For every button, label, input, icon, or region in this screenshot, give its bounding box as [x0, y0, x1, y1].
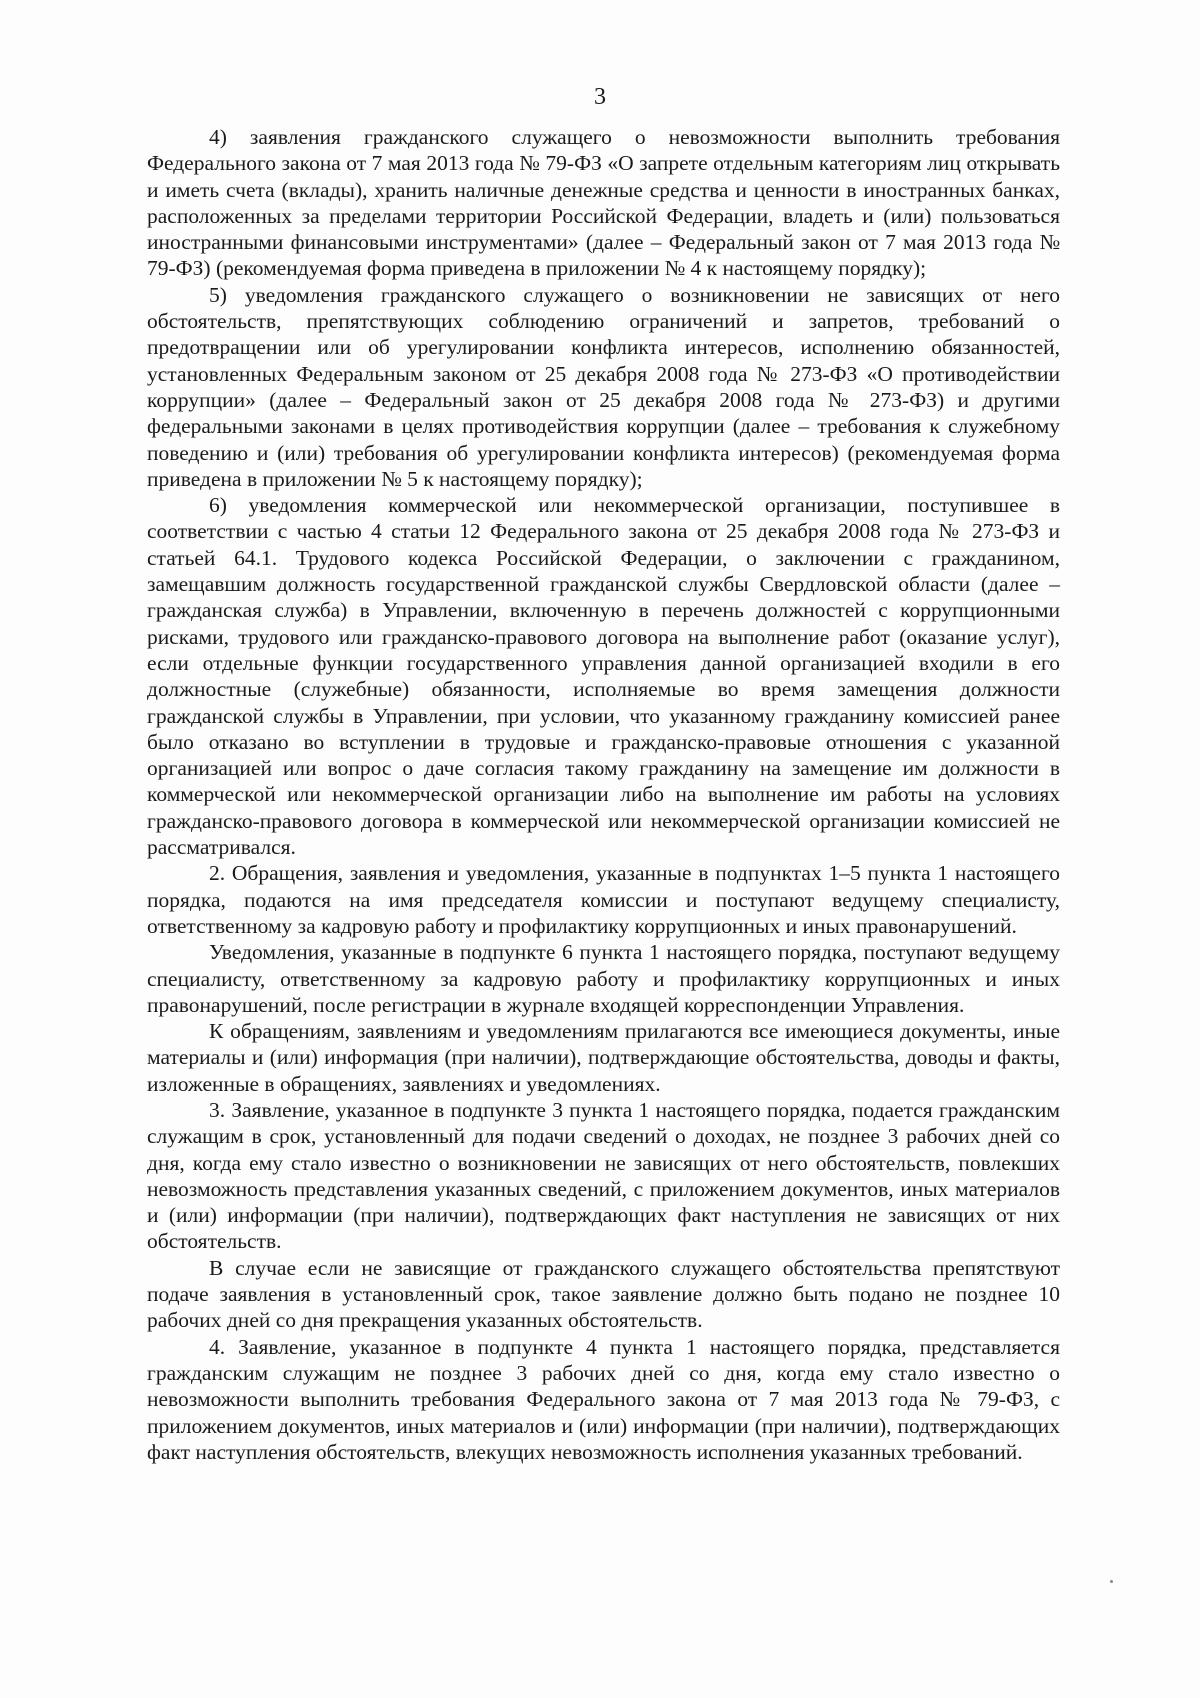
page-number: 3 — [594, 84, 606, 110]
paragraph-item-5: 5) уведомления гражданского служащего о возникновении не зависящих от него обстоятельств, препятствующих соблюдению ограничений и запретов, требований о предотвращении или об урегулировании конфликта интересов, исполнению обязанностей, установленных Федеральным законом от 25 декабря 2008 года № 273-ФЗ «О противодействии коррупции» (далее – Федеральный закон от 25 декабря 2008 года № 273-ФЗ) и другими федеральными законами в целях противодействия коррупции (далее – требования к служебному поведению и (или) требования об урегулировании конфликта интересов) (рекомендуемая форма приведена в приложении № 5 к настоящему порядку); — [147, 282, 1060, 491]
paragraph-section-2: 2. Обращения, заявления и уведомления, указанные в подпунктах 1–5 пункта 1 настоящего порядка, подаются на имя председателя комиссии и поступают ведущему специалисту, ответственному за кадровую работу и профилактику коррупционных и иных правонарушений. — [147, 861, 1060, 938]
document-body — [147, 124, 1060, 1465]
paragraph-section-2-attachments: К обращениям, заявлениям и уведомлениям прилагаются все имеющиеся документы, иные материалы и (или) информация (при наличии), подтверждающие обстоятельства, доводы и факты, изложенные в обращениях, заявлениях и уведомлениях. — [147, 1019, 1060, 1096]
paragraph-item-4: 4) заявления гражданского служащего о невозможности выполнить требования Федерального закона от 7 мая 2013 года № 79-ФЗ «О запрете отдельным категориям лиц открывать и иметь счета (вклады), хранить наличные денежные средства и ценности в иностранных банках, расположенных за пределами территории Российской Федерации, владеть и (или) пользоваться иностранными финансовыми инструментами» (далее – Федеральный закон от 7 мая 2013 года № 79-ФЗ) (рекомендуемая форма приведена в приложении № 4 к настоящему порядку); — [147, 125, 1060, 281]
paragraph-section-4: 4. Заявление, указанное в подпункте 4 пункта 1 настоящего порядка, представляется гражданским служащим не позднее 3 рабочих дней со дня, когда ему стало известно о невозможности выполнить требования Федерального закона от 7 мая 2013 года № 79-ФЗ, с приложением документов, иных материалов и (или) информации (при наличии), подтверждающих факт наступления обстоятельств, влекущих невозможность исполнения указанных требований. — [147, 1334, 1060, 1464]
paragraph-item-6: 6) уведомления коммерческой или некоммерческой организации, поступившее в соответствии с частью 4 статьи 12 Федерального закона от 25 декабря 2008 года № 273-ФЗ и статьей 64.1. Трудового кодекса Российской Федерации, о заключении с гражданином, замещавшим должность государственной гражданской службы Свердловской области (далее – гражданская служба) в Управлении, включенную в перечень должностей с коррупционными рисками, трудового или гражданско-правового договора на выполнение работ (оказание услуг), если отдельные функции государственного управления данной организацией входили в его должностные (служебные) обязанности, исполняемые во время замещения должности гражданской службы в Управлении, при условии, что указанному гражданину комиссией ранее было отказано во вступлении в трудовые и гражданско-правовые отношения с указанной организацией или вопрос о даче согласия такому гражданину на замещение им должности в коммерческой или некоммерческой организации либо на выполнение им работы на условиях гражданско-правового договора в коммерческой или некоммерческой организации комиссией не рассматривался. — [147, 493, 1060, 860]
paragraph-section-3: 3. Заявление, указанное в подпункте 3 пункта 1 настоящего порядка, подается гражданским служащим в срок, установленный для подачи сведений о доходах, не позднее 3 рабочих дней со дня, когда ему стало известно о возникновении не зависящих от него обстоятельств, повлекших невозможность представления указанных сведений, с приложением документов, иных материалов и (или) информации (при наличии), подтверждающих факт наступления не зависящих от них обстоятельств. — [147, 1097, 1060, 1254]
paragraph-section-3-deadline: В случае если не зависящие от гражданского служащего обстоятельства препятствуют подаче заявления в установленный срок, такое заявление должно быть подано не позднее 10 рабочих дней со дня прекращения указанных обстоятельств. — [147, 1255, 1060, 1333]
paragraph-section-2-notifications: Уведомления, указанные в подпункте 6 пункта 1 настоящего порядка, поступают ведущему специалисту, ответственному за кадровую работу и профилактику коррупционных и иных правонарушений, после регистрации в журнале входящей корреспонденции Управления. — [147, 940, 1060, 1017]
scan-dust-mark — [1110, 1580, 1113, 1583]
